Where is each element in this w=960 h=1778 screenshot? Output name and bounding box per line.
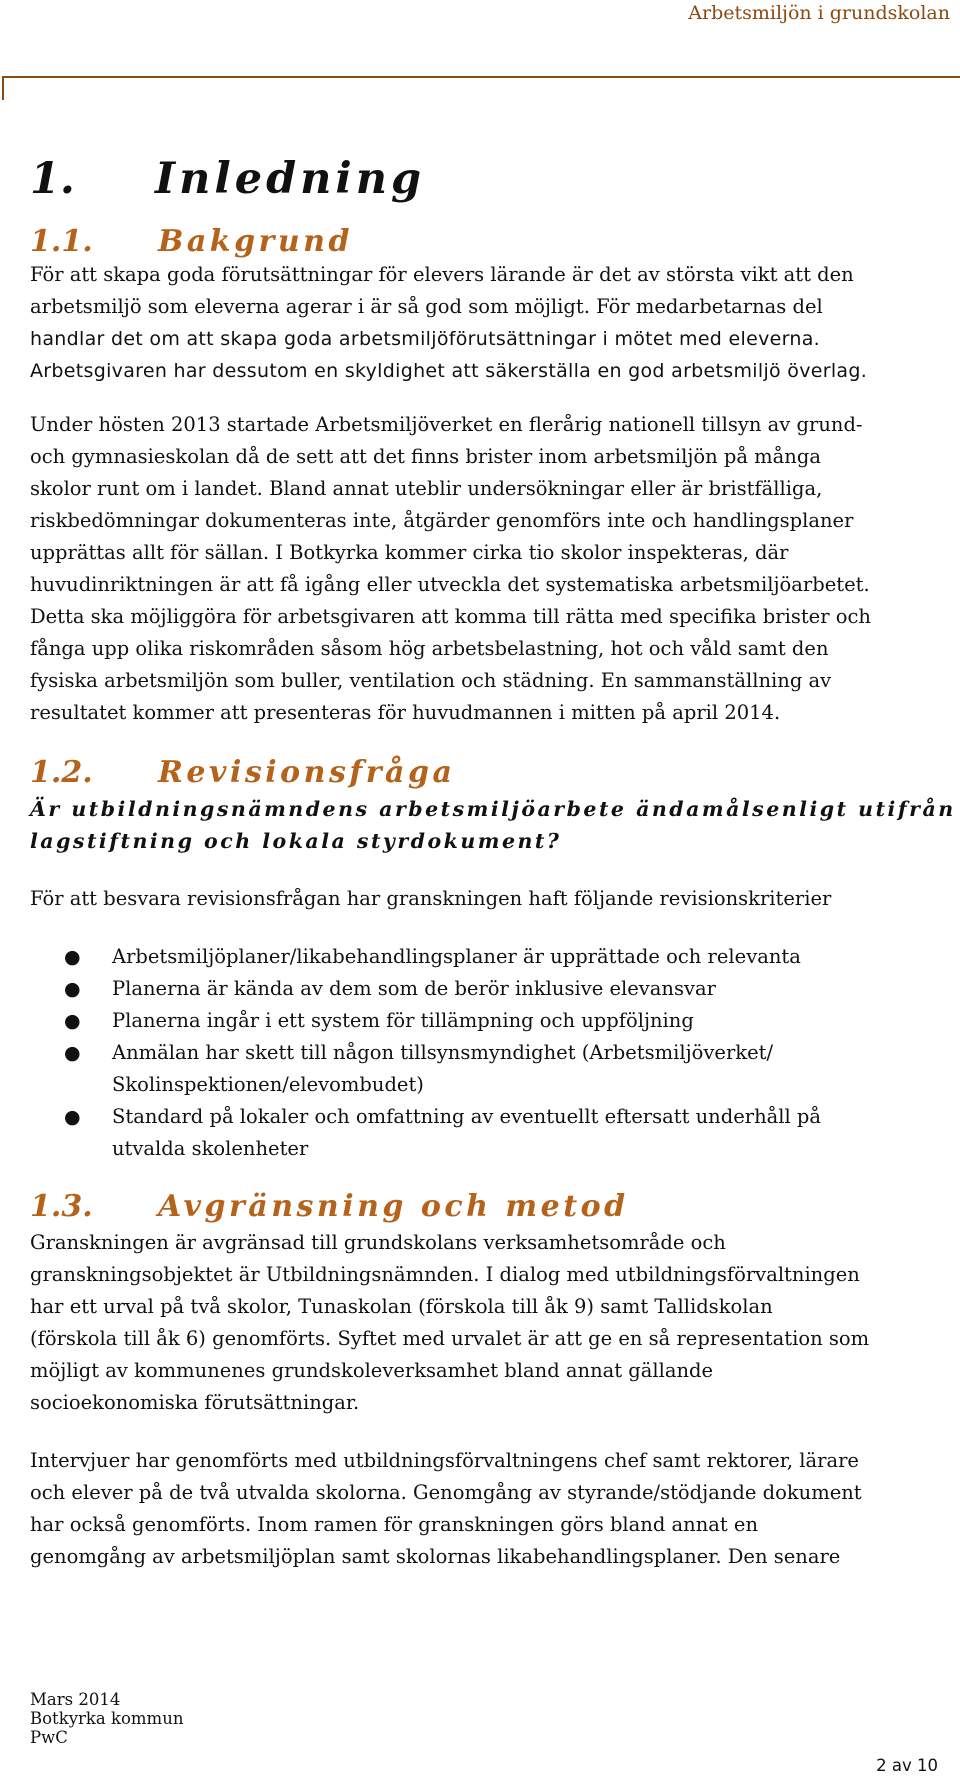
chapter-heading <box>30 148 955 210</box>
list-item <box>30 973 955 1005</box>
bakgrund-body-paragraph <box>30 409 955 729</box>
text-line: fånga upp olika riskområden såsom hög arbetsbelastning, hot och våld samt den <box>30 637 829 660</box>
section-title: Bakgrund <box>158 223 353 259</box>
list-item <box>30 941 955 973</box>
text-line: Granskningen är avgränsad till grundskolans verksamhetsområde och <box>30 1231 726 1254</box>
text-line: möjligt av kommunenes grundskoleverksamhet bland annat gällande <box>30 1359 714 1382</box>
section-heading-revisionsfraga <box>30 751 955 793</box>
bakgrund-intro-paragraph <box>30 259 955 387</box>
criteria-intro: För att besvara revisionsfrågan har granskningen haft följande revisionskriterier <box>30 887 832 910</box>
text-line: För att skapa goda förutsättningar för elevers lärande är det av största vikt att den <box>30 263 854 286</box>
text-line: Detta ska möjliggöra för arbetsgivaren att komma till rätta med specifika brister och <box>30 605 871 628</box>
text-line: Intervjuer har genomförts med utbildningsförvaltningens chef samt rektorer, lärare <box>30 1449 859 1472</box>
text-line: huvudinriktningen är att få igång eller utveckla det systematiska arbetsmiljöarbetet. <box>30 573 870 596</box>
text-line: granskningsobjektet är Utbildningsnämnden. I dialog med utbildningsförvaltningen <box>30 1263 860 1286</box>
text-line: och gymnasieskolan då de sett att det finns brister inom arbetsmiljön på många <box>30 445 821 468</box>
page-content <box>30 148 955 1573</box>
list-item-text: Arbetsmiljöplaner/likabehandlingsplaner är upprättade och relevanta <box>112 945 801 968</box>
text-line: skolor runt om i landet. Bland annat uteblir undersökningar eller är bristfälliga, <box>30 477 823 500</box>
audit-question <box>30 793 955 857</box>
text-line: har ett urval på två skolor, Tunaskolan (förskola till åk 9) samt Tallidskolan <box>30 1295 773 1318</box>
text-line: upprättas allt för sällan. I Botkyrka kommer cirka tio skolor inspekteras, där <box>30 541 789 564</box>
chapter-title: Inledning <box>155 154 426 204</box>
list-item-text: Skolinspektionen/elevombudet) <box>112 1073 424 1096</box>
bullet-icon: ● <box>64 1042 81 1064</box>
bullet-icon: ● <box>64 978 81 1000</box>
list-item-text: utvalda skolenheter <box>112 1137 309 1160</box>
question-line: lagstiftning och lokala styrdokument? <box>30 829 562 853</box>
text-line: Arbetsgivaren har dessutom en skyldighet att säkerställa en god arbetsmiljö överlag. <box>30 360 868 382</box>
footer-firm: PwC <box>30 1728 68 1747</box>
section-heading-bakgrund <box>30 220 955 262</box>
footer-date: Mars 2014 <box>30 1690 121 1709</box>
bullet-icon: ● <box>64 1010 81 1032</box>
text-line: fysiska arbetsmiljön som buller, ventilation och städning. En sammanställning av <box>30 669 832 692</box>
bullet-icon: ● <box>64 1106 81 1128</box>
text-line: handlar det om att skapa goda arbetsmiljöförutsättningar i mötet med eleverna. <box>30 328 821 350</box>
text-line: har också genomförts. Inom ramen för granskningen görs bland annat en <box>30 1513 759 1536</box>
list-item-text: Anmälan har skett till någon tillsynsmyndighet (Arbetsmiljöverket/ <box>112 1041 774 1064</box>
list-item <box>30 1101 955 1165</box>
list-item <box>30 1005 955 1037</box>
bullet-icon: ● <box>64 946 81 968</box>
list-item <box>30 1037 955 1101</box>
section-title: Avgränsning och metod <box>158 1188 629 1224</box>
page-footer <box>30 1690 183 1747</box>
text-line: Under hösten 2013 startade Arbetsmiljöverket en flerårig nationell tillsyn av grund- <box>30 413 863 436</box>
chapter-number: 1. <box>30 154 75 204</box>
criteria-list <box>30 941 955 1165</box>
section-heading-avgransning <box>30 1185 955 1227</box>
list-item-text: Standard på lokaler och omfattning av eventuellt eftersatt underhåll på <box>112 1105 822 1128</box>
list-item-text: Planerna ingår i ett system för tillämpning och uppföljning <box>112 1009 694 1032</box>
section-number: 1.1. <box>30 223 93 259</box>
section-title: Revisionsfråga <box>158 754 456 790</box>
avgransning-paragraph-1 <box>30 1227 955 1419</box>
section-number: 1.2. <box>30 754 93 790</box>
section-number: 1.3. <box>30 1188 93 1224</box>
page-number: 2 av 10 <box>876 1756 938 1775</box>
question-line: Är utbildningsnämndens arbetsmiljöarbete ändamålsenligt utifrån <box>30 797 956 821</box>
header-tick <box>2 76 4 100</box>
text-line: riskbedömningar dokumenteras inte, åtgärder genomförs inte och handlingsplaner <box>30 509 854 532</box>
text-line: socioekonomiska förutsättningar. <box>30 1391 360 1414</box>
text-line: resultatet kommer att presenteras för huvudmannen i mitten på april 2014. <box>30 701 781 724</box>
text-line: (förskola till åk 6) genomförts. Syftet med urvalet är att ge en så representation som <box>30 1327 870 1350</box>
text-line: arbetsmiljö som eleverna agerar i är så god som möjligt. För medarbetarnas del <box>30 295 823 318</box>
list-item-text: Planerna är kända av dem som de berör inklusive elevansvar <box>112 977 716 1000</box>
footer-organization: Botkyrka kommun <box>30 1709 184 1728</box>
text-line: genomgång av arbetsmiljöplan samt skolornas likabehandlingsplaner. Den senare <box>30 1545 841 1568</box>
header-rule <box>2 76 960 78</box>
running-header: Arbetsmiljön i grundskolan <box>688 2 950 24</box>
text-line: och elever på de två utvalda skolorna. Genomgång av styrande/stödjande dokument <box>30 1481 862 1504</box>
avgransning-paragraph-2 <box>30 1445 955 1573</box>
